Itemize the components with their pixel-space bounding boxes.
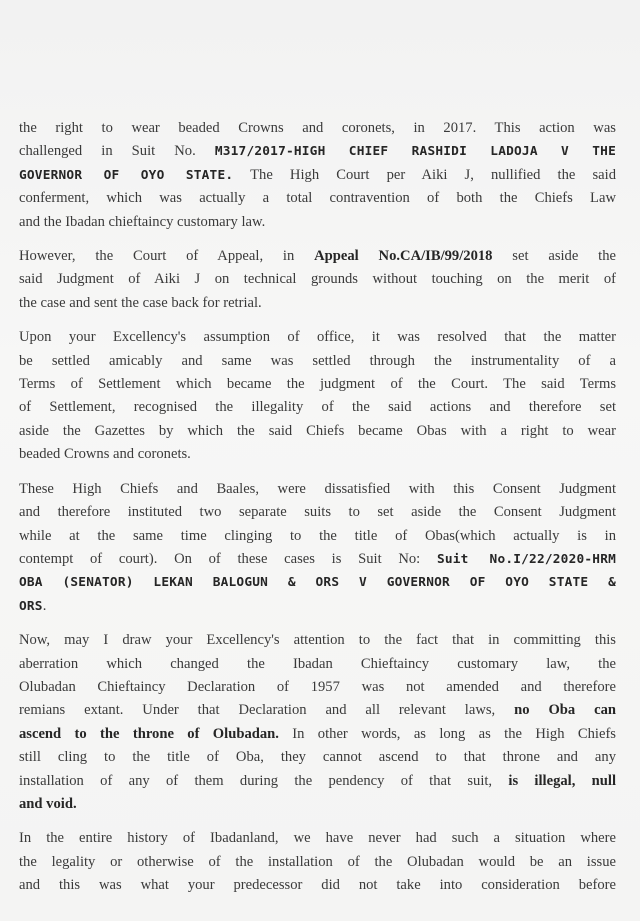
text-line	[19, 525, 616, 548]
text-line	[19, 187, 616, 210]
text-line	[19, 595, 616, 618]
body-text: and the Ibadan chieftaincy customary law.	[19, 213, 266, 230]
body-text: beaded Crowns and coronets.	[19, 446, 191, 463]
bold-text: OBA (SENATOR) LEKAN BALOGUN & ORS V GOVERNOR OF OYO STATE &	[19, 575, 616, 591]
body-text: .	[42, 597, 47, 614]
text-line	[19, 827, 616, 850]
body-text: Upon your Excellency's assumption of office, it was resolved that the matter	[19, 329, 616, 346]
text-line	[19, 851, 616, 874]
body-text: Olubadan Chieftaincy Declaration of 1957 was not amended and therefore	[19, 678, 616, 695]
body-text: the case and sent the case back for retrial.	[19, 294, 262, 311]
text-line	[19, 268, 616, 291]
text-line	[19, 548, 616, 571]
paragraph-ladoja-suit	[19, 117, 616, 234]
body-text: The High Court per Aiki J, nullified the said	[233, 166, 616, 183]
bold-text: M317/2017-HIGH CHIEF RASHIDI LADOJA V THE	[214, 144, 616, 160]
text-line	[19, 292, 616, 315]
text-line	[19, 350, 616, 373]
bold-text: and void.	[19, 795, 77, 812]
text-line	[19, 653, 616, 676]
text-line	[19, 396, 616, 419]
paragraph-consent-judgment	[19, 478, 616, 618]
text-line	[19, 571, 616, 594]
body-text: These High Chiefs and Baales, were dissatisfied with this Consent Judgment	[19, 480, 616, 497]
body-text: be settled amicably and same was settled through the instrumentality of a	[19, 352, 616, 369]
text-line	[19, 140, 616, 163]
body-text: set aside the	[492, 248, 616, 265]
body-text: still cling to the title of Oba, they cannot ascend to that throne and any	[19, 749, 616, 766]
body-text: In other words, as long as the High Chiefs	[278, 725, 616, 742]
body-text: However, the Court of Appeal, in	[19, 248, 315, 265]
body-text: said Judgment of Aiki J on technical grounds without touching on the merit of	[19, 271, 616, 288]
text-line	[19, 245, 616, 268]
body-text: Now, may I draw your Excellency's attention to the fact that in committing this	[19, 632, 616, 649]
body-text: the right to wear beaded Crowns and coronets, in 2017. This action was	[19, 120, 616, 136]
body-text: of Settlement, recognised the illegality of the said actions and therefore set	[19, 399, 616, 416]
bold-text: is illegal, null	[508, 772, 617, 789]
text-line	[19, 164, 616, 187]
body-text: remians extant. Under that Declaration and all relevant laws,	[19, 702, 515, 719]
text-line	[19, 478, 616, 501]
paragraph-declaration	[19, 629, 616, 816]
bold-text: GOVERNOR OF OYO STATE.	[19, 167, 234, 183]
body-text: and therefore instituted two separate suits to set aside the Consent Judgment	[19, 504, 616, 521]
body-text: while at the same time clinging to the title of Obas(which actually is in	[19, 527, 616, 544]
body-text: challenged in Suit No.	[19, 143, 215, 160]
body-text: aberration which changed the Ibadan Chieftaincy customary law, the	[19, 655, 616, 672]
text-line	[19, 443, 616, 466]
bold-text: ORS	[19, 598, 43, 614]
text-line	[19, 723, 616, 746]
text-line	[19, 793, 616, 816]
text-line	[19, 770, 616, 793]
paragraph-court-of-appeal	[19, 245, 616, 315]
text-line	[19, 746, 616, 769]
body-text: Terms of Settlement which became the judgment of the Court. The said Terms	[19, 376, 616, 393]
text-line	[19, 211, 616, 234]
text-line	[19, 874, 616, 897]
text-line	[19, 117, 616, 140]
paragraph-history	[19, 827, 616, 897]
paragraph-terms-of-settlement	[19, 326, 616, 466]
bold-text: Appeal No.CA/IB/99/2018	[314, 248, 493, 265]
text-line	[19, 501, 616, 524]
bold-text: Suit No.I/22/2020-HRM	[436, 551, 617, 567]
body-text: installation of any of them during the pendency of that suit,	[19, 772, 509, 789]
text-line	[19, 326, 616, 349]
body-text: conferment, which was actually a total contravention of both the Chiefs Law	[19, 190, 616, 207]
body-text: aside the Gazettes by which the said Chiefs became Obas with a right to wear	[19, 422, 616, 439]
body-text: In the entire history of Ibadanland, we have never had such a situation where	[19, 830, 616, 847]
text-line	[19, 699, 616, 722]
bold-text: no Oba can	[514, 702, 617, 719]
body-text: and this was what your predecessor did not take into consideration before	[19, 877, 616, 894]
body-text: contempt of court). On of these cases is Suit No:	[19, 550, 437, 567]
bold-text: ascend to the throne of Olubadan.	[19, 725, 279, 742]
body-text: the legality or otherwise of the installation of the Olubadan would be an issue	[19, 853, 616, 870]
text-line	[19, 629, 616, 652]
text-line	[19, 676, 616, 699]
text-line	[19, 420, 616, 443]
text-line	[19, 373, 616, 396]
